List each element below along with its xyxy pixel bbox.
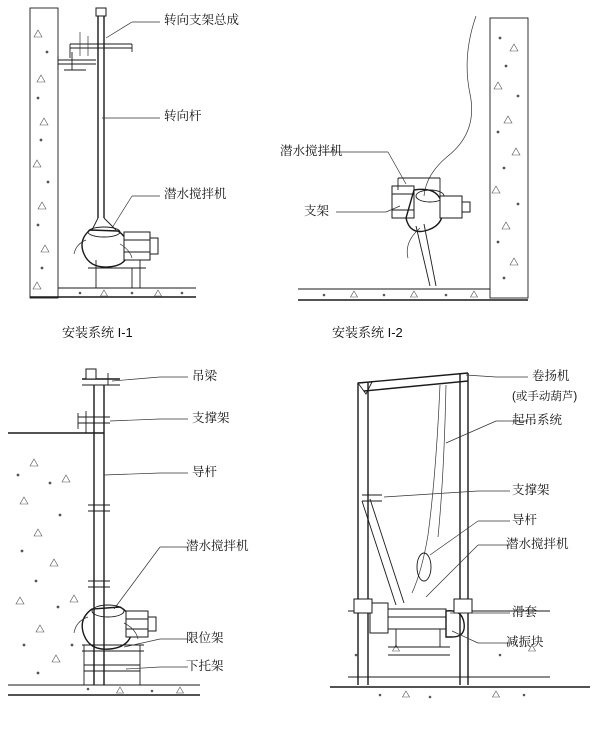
label-submersible-mixer-4: 潜水搅拌机 [506, 537, 569, 551]
label-guide-rod-right: 导杆 [512, 513, 538, 527]
label-lifting-beam: 吊梁 [192, 369, 218, 383]
panel-system-lower-left [0, 355, 300, 745]
panel-1-drawing [0, 0, 300, 330]
panel-2-drawing [280, 0, 611, 330]
caption-system-I-2: 安装系统 I-2 [332, 325, 403, 340]
label-lower-support-frame: 下托架 [186, 659, 224, 673]
label-limit-frame: 限位架 [186, 631, 224, 645]
label-damping-block: 减振块 [506, 635, 544, 649]
label-steering-rod: 转向杆 [164, 109, 202, 123]
label-bracket: 支架 [304, 204, 330, 218]
caption-system-I-1: 安装系统 I-1 [62, 325, 133, 340]
label-support-frame-right: 支撑架 [512, 483, 550, 497]
label-submersible-mixer-1: 潜水搅拌机 [164, 187, 227, 201]
label-winch: 卷扬机 [532, 369, 570, 383]
label-hoisting-system: 起吊系统 [512, 413, 563, 427]
panel-system-I-1 [0, 0, 300, 340]
label-guide-rod-left: 导杆 [192, 465, 218, 479]
panel-3-drawing [0, 355, 300, 745]
panel-system-lower-right [300, 355, 611, 745]
label-submersible-mixer-2: 潜水搅拌机 [280, 144, 343, 158]
label-sliding-sleeve: 滑套 [512, 605, 538, 619]
label-winch-alternative: (或手动葫芦) [512, 391, 578, 403]
label-submersible-mixer-3: 潜水搅拌机 [186, 539, 249, 553]
label-support-frame-left: 支撑架 [192, 411, 230, 425]
panel-system-I-2 [280, 0, 611, 340]
label-steering-bracket-assembly: 转向支架总成 [164, 13, 240, 27]
